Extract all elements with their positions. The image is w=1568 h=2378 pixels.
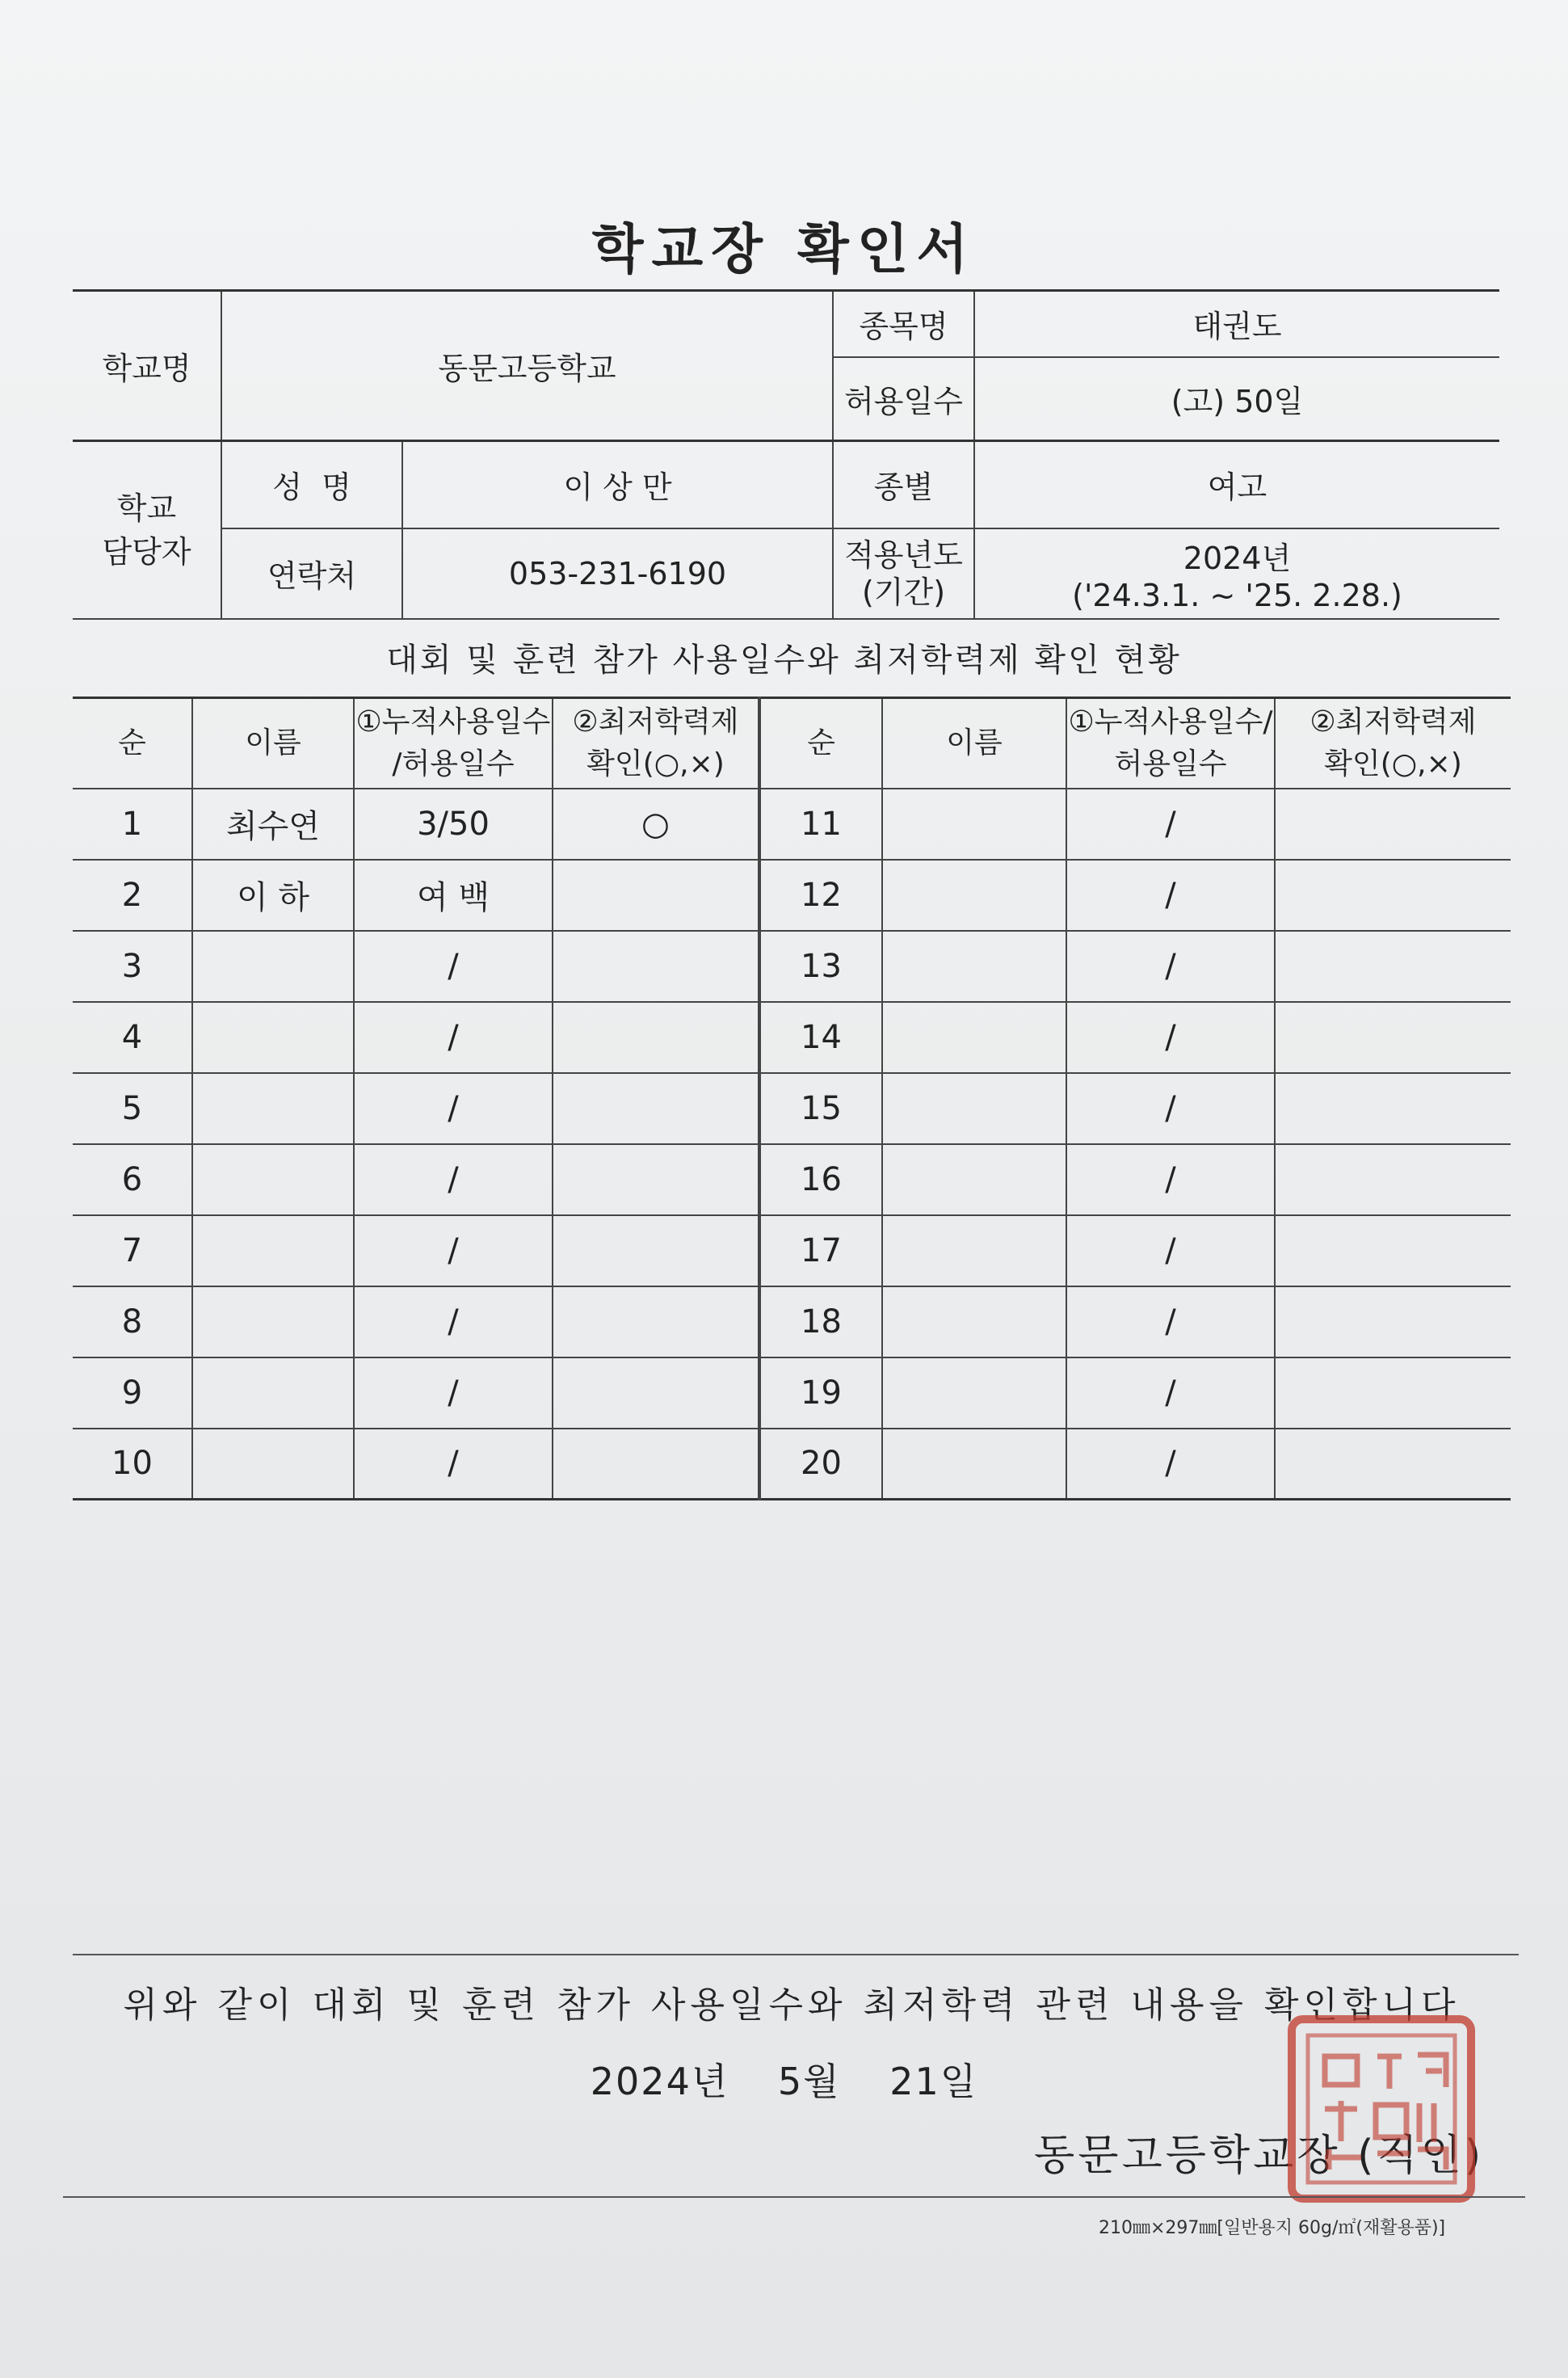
cell-days: 여 백 [354,860,553,931]
cell-name [882,1073,1066,1144]
cell-name [192,931,354,1002]
table-row [73,860,1511,931]
cell-days: / [354,1144,553,1215]
allowed-days-value: (고) 50일 [974,357,1499,441]
cell-no: 7 [73,1215,192,1286]
table-row [73,1286,1511,1357]
info-table [73,289,1499,620]
footer-rule [63,2196,1525,2198]
school-name-value: 동문고등학교 [221,291,833,441]
cell-no: 19 [759,1357,882,1429]
gender-value: 여고 [974,441,1499,528]
gender-label: 종별 [833,441,974,528]
cell-name: 이 하 [192,860,354,931]
cell-no: 16 [759,1144,882,1215]
cell-no: 9 [73,1357,192,1429]
cell-check [1275,1286,1511,1357]
table-row [73,789,1511,860]
cell-name [882,1357,1066,1429]
cell-name [882,1144,1066,1215]
year-label: 적용년도 (기간) [833,528,974,619]
cell-days: / [354,1215,553,1286]
cell-check [1275,1357,1511,1429]
official-seal-icon [1280,2008,1482,2210]
cell-check [1275,1002,1511,1073]
cell-name [882,1429,1066,1500]
cell-name [192,1429,354,1500]
period-value: ('24.3.1. ~ '25. 2.28.) [1072,578,1402,613]
date-year: 2024년 [590,2060,729,2103]
cell-name [192,1073,354,1144]
header-check: ②최저학력제 확인(○,×) [553,698,759,789]
cell-no: 10 [73,1429,192,1500]
cell-days: / [1066,1002,1275,1073]
header-days-right: ①누적사용일수/ 허용일수 [1066,698,1275,789]
cell-no: 2 [73,860,192,931]
principal-signature: 동문고등학교장 (직인) [1034,2132,1485,2180]
cell-check [1275,1144,1511,1215]
cell-days: / [1066,931,1275,1002]
cell-days: / [354,1002,553,1073]
cell-no: 17 [759,1215,882,1286]
table-row [73,1144,1511,1215]
cell-check [553,1002,759,1073]
cell-name [882,1286,1066,1357]
sport-value: 태권도 [974,291,1499,357]
cell-no: 15 [759,1073,882,1144]
statement-top-rule [73,1954,1519,1955]
cell-check [553,1286,759,1357]
cell-name [192,1286,354,1357]
cell-days: / [1066,860,1275,931]
cell-name [192,1144,354,1215]
cell-no: 20 [759,1429,882,1500]
cell-days: / [354,1073,553,1144]
contact-value: 053-231-6190 [402,528,833,619]
cell-days: / [1066,1144,1275,1215]
header-no: 순 [73,698,192,789]
sport-label: 종목명 [833,291,974,357]
cell-days: / [1066,1286,1275,1357]
cell-name [882,1215,1066,1286]
school-name-label: 학교명 [73,291,221,441]
cell-no: 8 [73,1286,192,1357]
cell-no: 18 [759,1286,882,1357]
year-cell [974,528,1499,619]
cell-check [1275,1215,1511,1286]
cell-name [192,1002,354,1073]
table-row [73,1215,1511,1286]
document-title: 학교장 확인서 [591,218,977,280]
cell-check [553,860,759,931]
cell-name [882,789,1066,860]
header-name-right: 이름 [882,698,1066,789]
cell-no: 1 [73,789,192,860]
cell-check [553,931,759,1002]
cell-no: 6 [73,1144,192,1215]
name-value: 이 상 만 [402,441,833,528]
date-month: 5월 [777,2060,841,2103]
cell-check [553,1429,759,1500]
confirmation-statement: 위와 같이 대회 및 훈련 참가 사용일수와 최저학력 관련 내용을 확인합니다 [123,1984,1461,2026]
cell-days: / [354,931,553,1002]
cell-check [553,1357,759,1429]
cell-days: / [354,1429,553,1500]
header-name: 이름 [192,698,354,789]
cell-days: / [1066,1357,1275,1429]
cell-check [553,1073,759,1144]
cell-no: 5 [73,1073,192,1144]
cell-check [553,1144,759,1215]
cell-check [1275,931,1511,1002]
table-row [73,1357,1511,1429]
cell-check [1275,1429,1511,1500]
header-no-right: 순 [759,698,882,789]
table-row [73,1073,1511,1144]
cell-check [553,1215,759,1286]
cell-no: 13 [759,931,882,1002]
table-row [73,931,1511,1002]
cell-days: / [1066,789,1275,860]
header-days: ①누적사용일수 /허용일수 [354,698,553,789]
participation-table [73,697,1511,1500]
cell-no: 14 [759,1002,882,1073]
table-row [73,1429,1511,1500]
cell-name: 최수연 [192,789,354,860]
cell-days: / [1066,1429,1275,1500]
cell-no: 11 [759,789,882,860]
cell-name [882,1002,1066,1073]
cell-days: / [354,1357,553,1429]
paper-spec-footnote: 210㎜×297㎜[일반용지 60g/㎡(재활용품)] [1099,2218,1446,2238]
name-label: 성 명 [221,441,402,528]
cell-check: ○ [553,789,759,860]
cell-days: / [1066,1215,1275,1286]
contact-label: 연락처 [221,528,402,619]
cell-days: / [354,1286,553,1357]
date-day: 21일 [889,2060,978,2103]
table-row [73,1002,1511,1073]
header-check-right: ②최저학력제 확인(○,×) [1275,698,1511,789]
cell-no: 4 [73,1002,192,1073]
cell-name [882,860,1066,931]
manager-label: 학교 담당자 [73,441,221,619]
cell-name [192,1215,354,1286]
cell-name [192,1357,354,1429]
cell-days: 3/50 [354,789,553,860]
cell-name [882,931,1066,1002]
cell-days: / [1066,1073,1275,1144]
allowed-days-label: 허용일수 [833,357,974,441]
cell-check [1275,860,1511,931]
cell-check [1275,789,1511,860]
cell-no: 3 [73,931,192,1002]
year-value: 2024년 [1183,541,1292,576]
section-subtitle: 대회 및 훈련 참가 사용일수와 최저학력제 확인 현황 [386,642,1182,679]
cell-check [1275,1073,1511,1144]
cell-no: 12 [759,860,882,931]
